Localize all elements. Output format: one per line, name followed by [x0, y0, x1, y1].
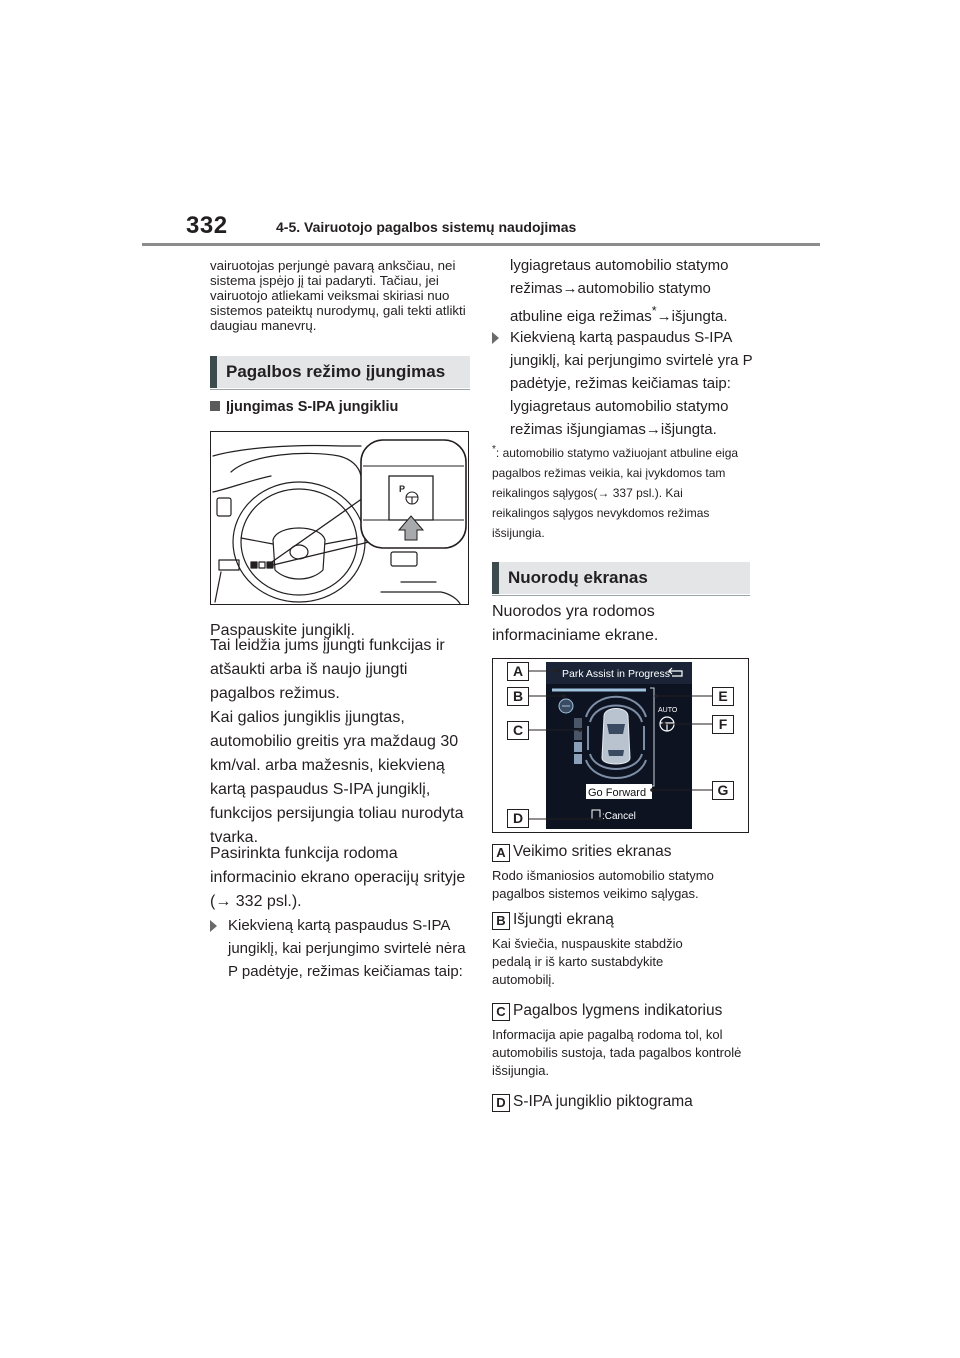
paragraph-selected-function: Pasirinkta funkcija rodoma informacinio ekrano operacijų srityje (→ 332 psl.). — [210, 845, 466, 910]
section-heading-text: Pagalbos režimo įjungimas — [210, 356, 470, 388]
legend-title: S-IPA jungiklio piktograma — [513, 1093, 693, 1110]
bullet-in-p-text: Kiekvieną kartą paspaudus S-IPA jungiklį, kai perjungimo svirtelė yra P padėtyje, režimas keičiamas taip: lygiagretaus automobilio statymo režimas išjungiamas→išjungta. — [510, 329, 753, 438]
bullet-not-in-p-text: Kiekvieną kartą paspaudus S-IPA jungiklį, kai perjungimo svirtelė nėra P padėtyje, režimas keičiamas taip: — [228, 917, 466, 980]
header-rule — [142, 243, 820, 246]
square-bullet-icon — [210, 401, 220, 411]
callout-a: A — [507, 662, 529, 681]
bullet-in-p — [492, 326, 754, 441]
callout-g: G — [712, 781, 734, 800]
continuation-line-2: režimas→automobilio statymo — [510, 280, 711, 297]
footnote — [492, 440, 740, 543]
legend-item-c — [492, 1000, 750, 1080]
legend-description: Kai šviečia, nuspauskite stabdžio pedalą ir iš karto sustabdykite automobilį. — [492, 936, 683, 987]
paragraph-press-switch: Paspauskite jungiklį. — [210, 622, 355, 639]
callout-f: F — [712, 715, 734, 734]
dashboard-drawing — [211, 432, 469, 605]
go-forward-message: Go Forward — [588, 787, 647, 799]
legend-title: Veikimo srities ekranas — [513, 843, 672, 860]
triangle-bullet-icon — [210, 920, 217, 932]
continuation-line-3: atbuline eiga režimas — [510, 308, 652, 325]
switch-p-label: P — [399, 484, 406, 494]
footnote-text: : automobilio statymo važiuojant atbuline eiga pagalbos režimas veikia, kai įvykdomos tam reikalingos sąlygos(→ 337 psl.). Kai reikalingos sąlygos nevykdomos režimas išsijungia. — [492, 446, 739, 540]
legend-label: D — [492, 1094, 510, 1112]
legend-title: Išjungti ekraną — [513, 911, 614, 928]
callout-d: D — [507, 809, 529, 828]
callout-leaders — [492, 658, 749, 833]
continuation-line-3b: →išjungta. — [656, 308, 728, 325]
paragraph-functions-toggle: Tai leidžia jums įjungti funkcijas ir atšaukti arba iš naujo įjungti pagalbos režimus. — [210, 637, 445, 702]
subheading-text: Įjungimas S-IPA jungikliu — [226, 399, 399, 415]
paragraph-speed-condition: Kai galios jungiklis įjungtas, automobilio greitis yra maždaug 30 km/val. arba mažesnis, kiekvieną kartą paspaudus S-IPA jungiklį, funkcijos persijungia toliau nurodyta tvarka. — [210, 709, 464, 846]
auto-label: AUTO — [658, 707, 678, 714]
callout-c: C — [507, 721, 529, 740]
legend-label: C — [492, 1003, 510, 1021]
chapter-title: 4-5. Vairuotojo pagalbos sistemų naudojimas — [276, 219, 577, 235]
sipa-switch-illustration — [210, 431, 469, 605]
subheading-sipa-switch — [210, 399, 470, 415]
legend-label: A — [492, 844, 510, 862]
callout-b: B — [507, 687, 529, 706]
callout-e: E — [712, 687, 734, 706]
section-heading-assist-mode — [210, 356, 470, 390]
section-heading-guidance-screen — [492, 562, 750, 596]
bullet-not-in-p — [210, 914, 466, 983]
screen-title: Park Assist in Progress — [562, 668, 670, 680]
footnote-mark: * — [492, 444, 496, 455]
continuation-line-1: lygiagretaus automobilio statymo — [510, 257, 729, 274]
page-number: 332 — [186, 212, 228, 239]
bullet-continuation — [510, 254, 750, 328]
legend-item-d — [492, 1091, 750, 1113]
intro-paragraph: vairuotojas perjungė pavarą anksčiau, nei sistema įspėjo jį tai padaryti. Tačiau, jei vairuotojo atliekami veiksmai skiriasi nuo sistemos pateiktų nurodymų, gali tekti atlikti daugiau manevrų. — [210, 258, 466, 333]
legend-item-b — [492, 909, 750, 989]
legend-title: Pagalbos lygmens indikatorius — [513, 1002, 723, 1019]
legend-description: Rodo išmaniosios automobilio statymo pagalbos sistemos veikimo sąlygas. — [492, 868, 714, 901]
legend-description: Informacija apie pagalbą rodoma tol, kol automobilis sustoja, tada pagalbos kontrolė išsijungia. — [492, 1027, 742, 1078]
legend-item-a — [492, 841, 750, 903]
legend-label: B — [492, 912, 510, 930]
paragraph-guidance-intro: Nuorodos yra rodomos informaciniame ekrane. — [492, 603, 659, 644]
triangle-bullet-icon — [492, 332, 499, 344]
footnote-mark: * — [651, 304, 657, 318]
section-heading-text: Nuorodų ekranas — [492, 562, 750, 594]
cancel-label: :Cancel — [602, 811, 636, 822]
